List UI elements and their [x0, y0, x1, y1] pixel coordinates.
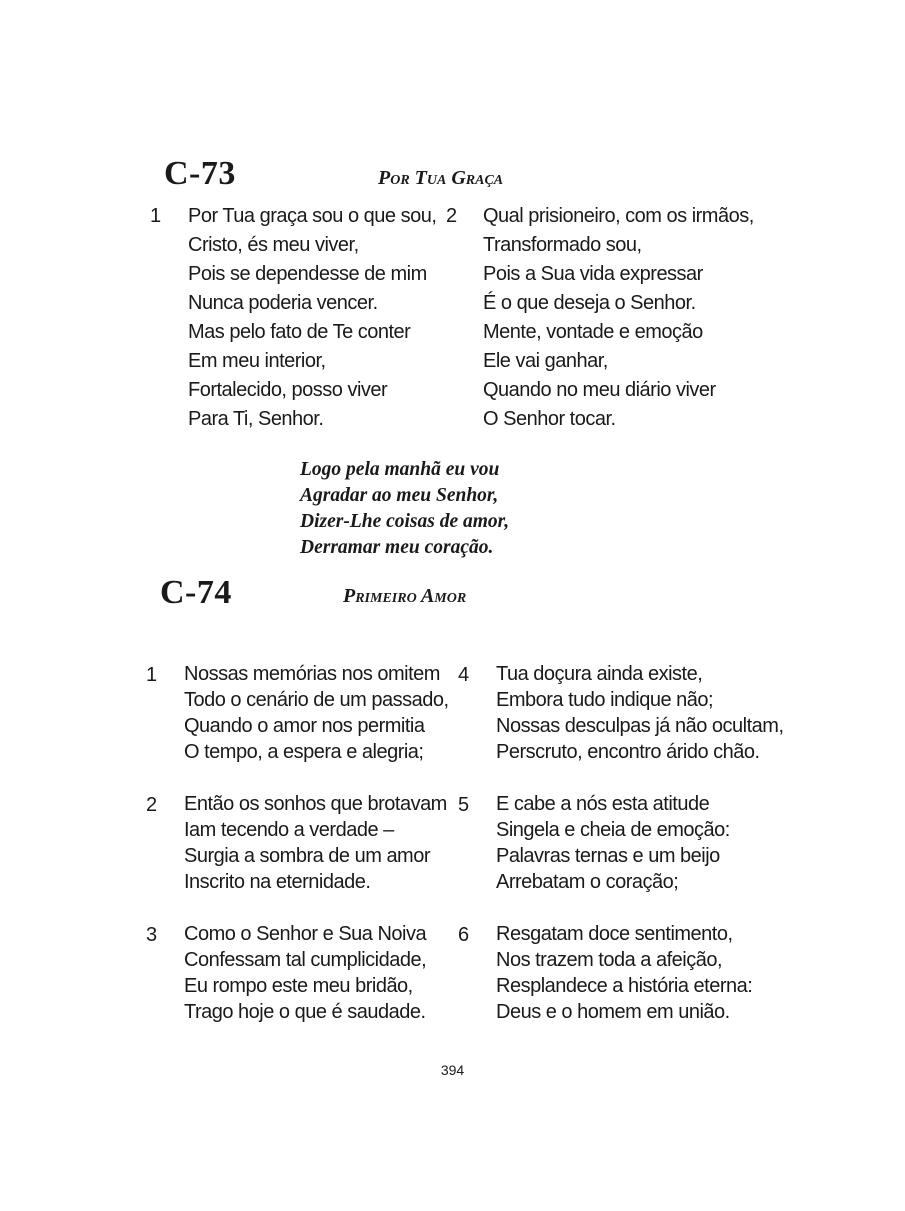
verse-line: Como o Senhor e Sua Noiva — [184, 923, 427, 945]
verse-line: Perscruto, encontro árido chão. — [496, 741, 760, 763]
verse-line: Palavras ternas e um beijo — [496, 845, 720, 867]
verse-line: Arrebatam o coração; — [496, 871, 679, 893]
verse-line: Transformado sou, — [483, 234, 642, 256]
verse — [496, 791, 730, 895]
verse-line: Pois a Sua vida expressar — [483, 263, 703, 285]
verse-line: É o que deseja o Senhor. — [483, 292, 696, 314]
verse-line: Eu rompo este meu bridão, — [184, 975, 413, 997]
chorus-line: Logo pela manhã eu vou — [300, 459, 500, 480]
verse-line: Deus e o homem em união. — [496, 1001, 730, 1023]
verse-line: Resplandece a história eterna: — [496, 975, 753, 997]
hymn-title: Primeiro Amor — [343, 585, 467, 607]
page-number: 394 — [440, 1062, 465, 1078]
verse-line: Em meu interior, — [188, 350, 326, 372]
verse-line: Embora tudo indique não; — [496, 689, 714, 711]
chorus — [300, 457, 509, 561]
verse — [188, 202, 436, 434]
verse-number: 1 — [146, 664, 157, 686]
verse — [184, 921, 426, 1025]
verse-line: Nunca poderia vencer. — [188, 292, 378, 314]
verse-line: Inscrito na eternidade. — [184, 871, 371, 893]
verse-number: 2 — [146, 794, 157, 816]
verse-line: Quando no meu diário viver — [483, 379, 716, 401]
verse-line: Resgatam doce sentimento, — [496, 923, 733, 945]
chorus-line: Derramar meu coração. — [300, 537, 494, 558]
verse-line: Nossas memórias nos omitem — [184, 663, 440, 685]
verse-line: Singela e cheia de emoção: — [496, 819, 730, 841]
verse — [496, 661, 784, 765]
verse-line: Pois se dependesse de mim — [188, 263, 427, 285]
hymn-title: Por Tua Graça — [378, 167, 504, 189]
verse-line: Trago hoje o que é saudade. — [184, 1001, 426, 1023]
verse-line: Nossas desculpas já não ocultam, — [496, 715, 784, 737]
verse-line: Quando o amor nos permitia — [184, 715, 425, 737]
verse-line: Para Ti, Senhor. — [188, 408, 324, 430]
verse-line: O Senhor tocar. — [483, 408, 616, 430]
verse-line: Confessam tal cumplicidade, — [184, 949, 427, 971]
verse-number: 3 — [146, 924, 157, 946]
verse — [483, 202, 754, 434]
verse — [184, 791, 447, 895]
verse-line: Iam tecendo a verdade – — [184, 819, 394, 841]
verse-number: 6 — [458, 924, 469, 946]
verse-number: 1 — [150, 205, 161, 227]
verse-line: Ele vai ganhar, — [483, 350, 608, 372]
verse-number: 5 — [458, 794, 469, 816]
verse-line: Mente, vontade e emoção — [483, 321, 703, 343]
verse-line: Por Tua graça sou o que sou, — [188, 205, 437, 227]
verse-number: 4 — [458, 664, 469, 686]
verse-line: Mas pelo fato de Te conter — [188, 321, 411, 343]
verse-line: O tempo, a espera e alegria; — [184, 741, 424, 763]
verse — [184, 661, 449, 765]
hymn-code: C-74 — [160, 574, 232, 611]
verse-number: 2 — [446, 205, 457, 227]
verse-line: Qual prisioneiro, com os irmãos, — [483, 205, 754, 227]
verse-line: Surgia a sombra de um amor — [184, 845, 431, 867]
verse — [496, 921, 752, 1025]
verse-line: Fortalecido, posso viver — [188, 379, 388, 401]
verse-line: Então os sonhos que brotavam — [184, 793, 447, 815]
verse-line: E cabe a nós esta atitude — [496, 793, 710, 815]
verse-line: Nos trazem toda a afeição, — [496, 949, 723, 971]
verse-line: Todo o cenário de um passado, — [184, 689, 449, 711]
verse-line: Tua doçura ainda existe, — [496, 663, 703, 685]
chorus-line: Dizer-Lhe coisas de amor, — [300, 511, 510, 532]
verse-line: Cristo, és meu viver, — [188, 234, 359, 256]
hymn-code: C-73 — [164, 155, 236, 192]
chorus-line: Agradar ao meu Senhor, — [300, 485, 499, 506]
